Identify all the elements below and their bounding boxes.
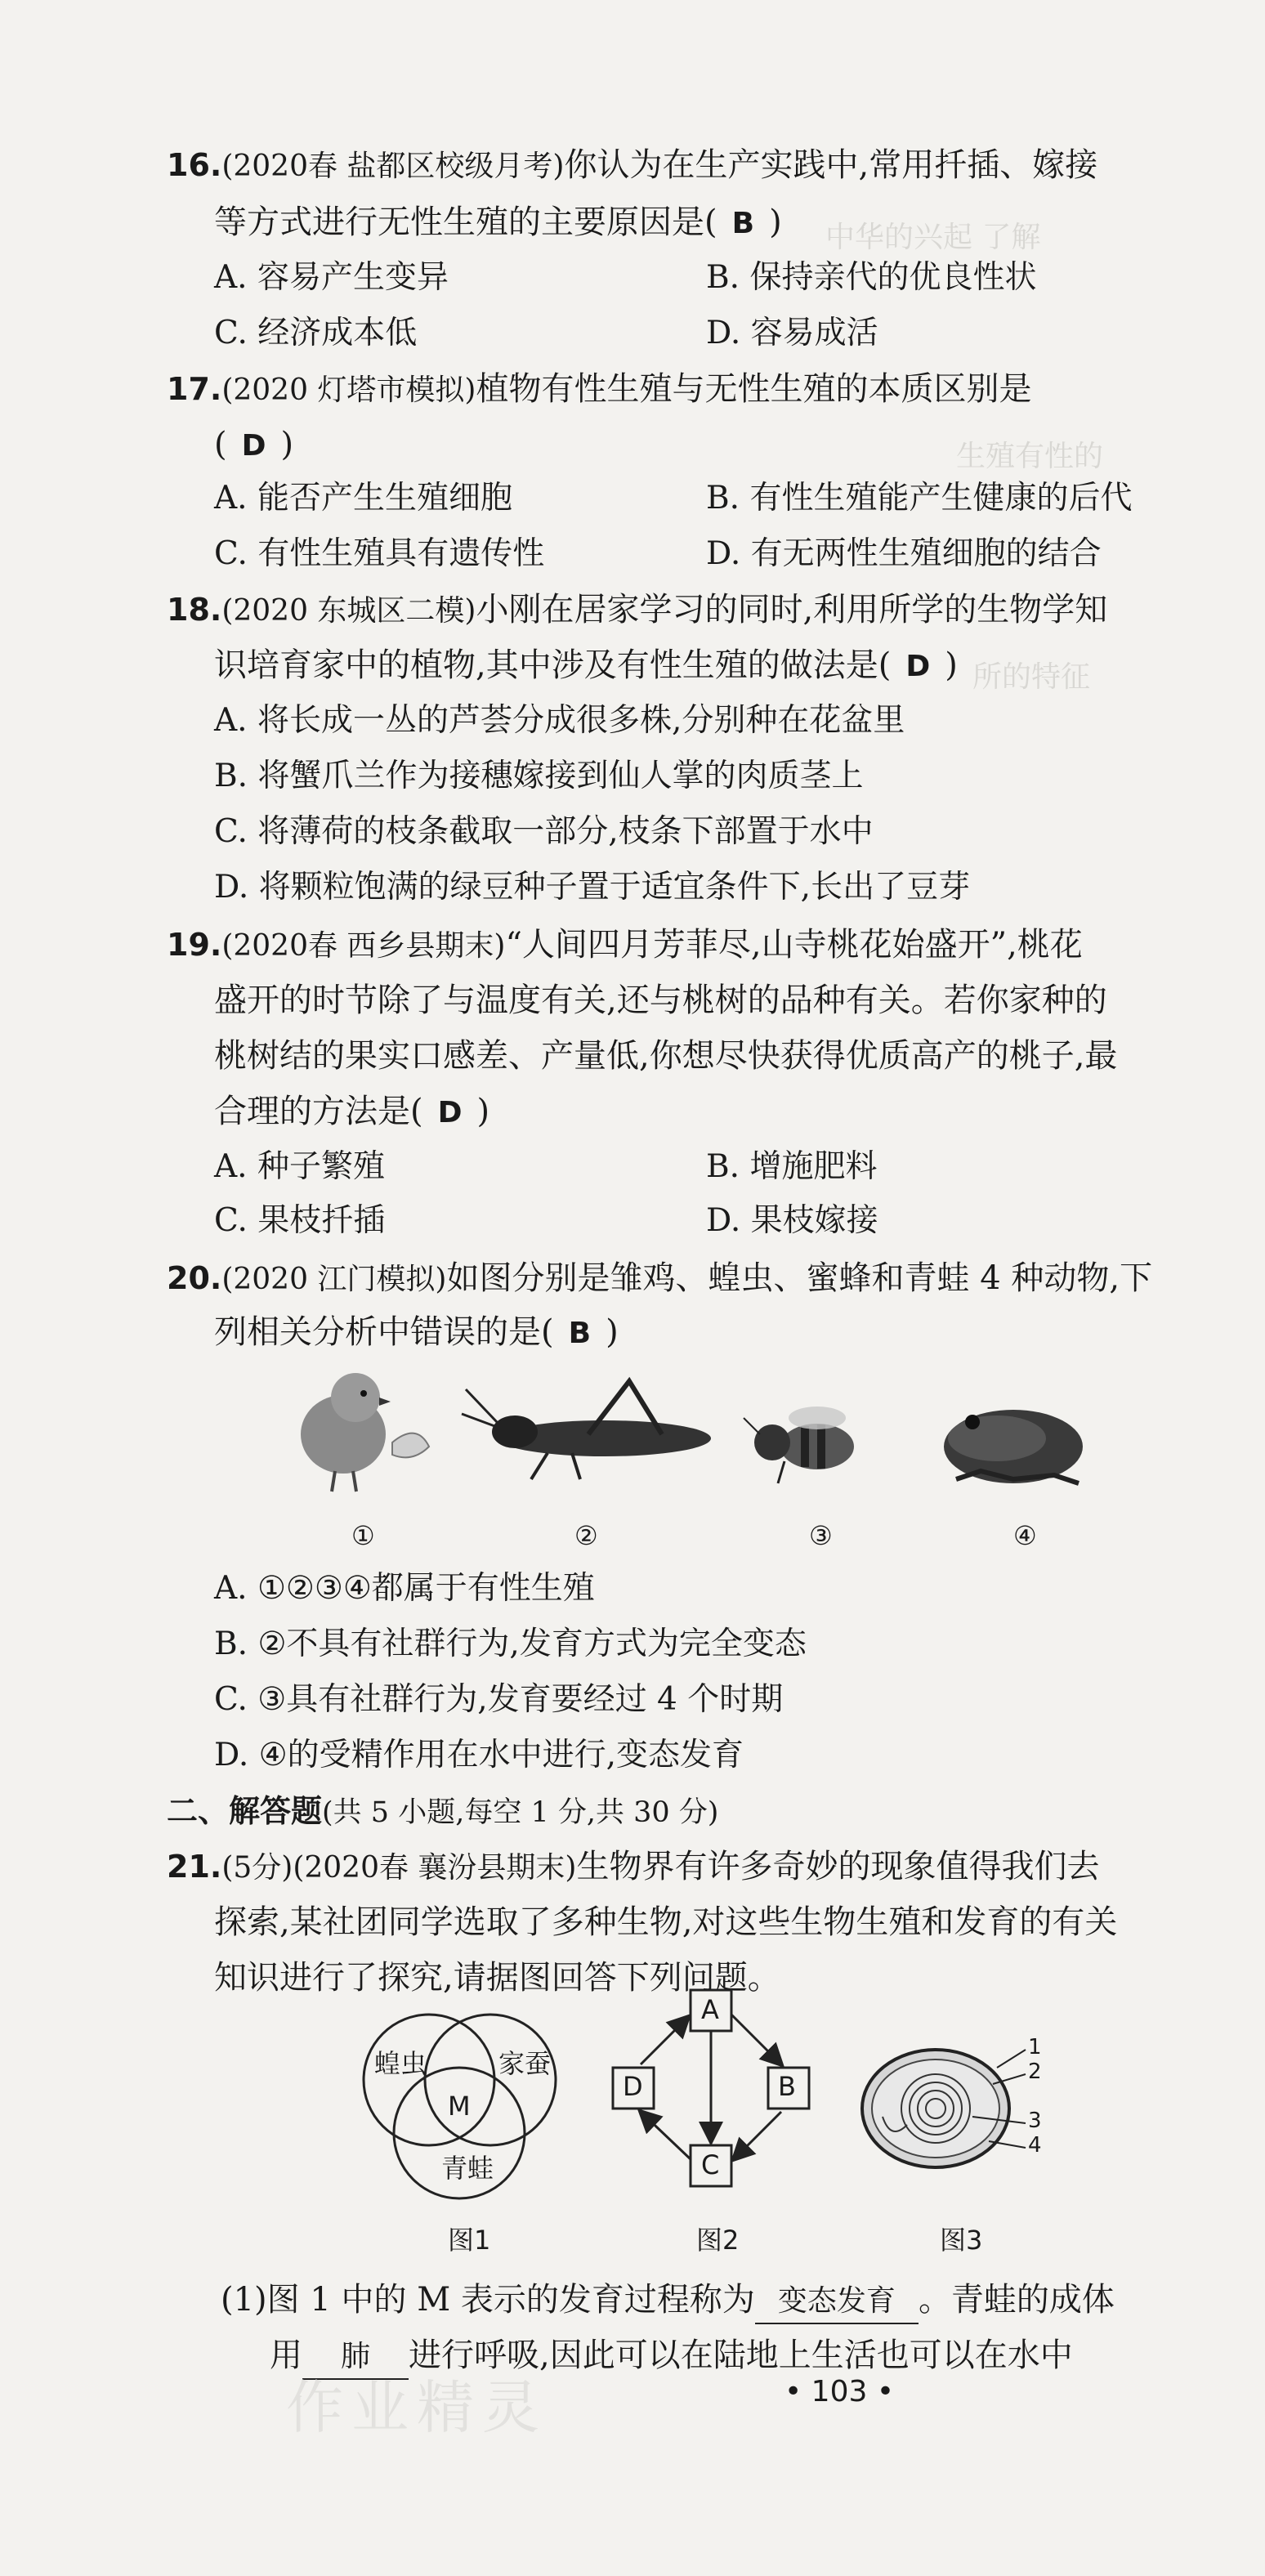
option-c: C. 果枝扦插 <box>214 1202 386 1239</box>
paren: ) <box>769 203 782 241</box>
egg-label: 2 <box>1028 2059 1042 2084</box>
question-text: 合理的方法是( <box>214 1093 423 1130</box>
option-d: D. ④的受精作用在水中进行,变态发育 <box>214 1737 744 1773</box>
question-text: “人间四月芳菲尽,山寺桃花始盛开”,桃花 <box>505 926 1083 964</box>
option-c: C. ③具有社群行为,发育要经过 4 个时期 <box>214 1681 784 1718</box>
image-label: ① <box>351 1520 375 1551</box>
question-source: (2020春 西乡县期末) <box>221 929 506 963</box>
q16-stem-line2 <box>214 201 782 245</box>
question-text: 等方式进行无性生殖的主要原因是( <box>214 203 717 241</box>
box-label: D <box>623 2071 643 2102</box>
bee-image <box>744 1407 854 1483</box>
image-label: ② <box>574 1520 598 1551</box>
paren: ) <box>606 1313 619 1351</box>
question-text: 。青蛙的成体 <box>918 2281 1115 2319</box>
q20-stem-line1 <box>167 1257 1152 1301</box>
egg-label: 4 <box>1028 2133 1042 2158</box>
watermark: 作业精灵 <box>286 2374 548 2441</box>
figure3-caption: 图3 <box>940 2225 983 2256</box>
paren: ) <box>945 646 958 684</box>
q20-animal-images <box>278 1357 1136 1520</box>
section-note: (共 5 小题,每空 1 分,共 30 分) <box>322 1796 719 1829</box>
question-text: 如图分别是雏鸡、蝗虫、蜜蜂和青蛙 4 种动物,下 <box>446 1259 1153 1297</box>
question-number: 19. <box>167 927 222 963</box>
question-text: 列相关分析中错误的是( <box>214 1313 554 1351</box>
question-number: 18. <box>167 592 222 628</box>
page-number: • 103 • <box>784 2375 895 2408</box>
question-text: 识培育家中的植物,其中涉及有性生殖的做法是( <box>214 646 892 684</box>
frog-image <box>944 1410 1083 1483</box>
question-text: 植物有性生殖与无性生殖的本质区别是 <box>476 370 1032 408</box>
figure1-caption: 图1 <box>448 2225 491 2256</box>
question-number: 17. <box>167 371 222 407</box>
bleed-through: 所的特征 <box>972 660 1091 694</box>
box-label: C <box>701 2149 720 2180</box>
answer: D <box>905 650 931 683</box>
egg-label: 3 <box>1028 2109 1042 2133</box>
answer: D <box>437 1096 463 1129</box>
option-c: C. 将薄荷的枝条截取一部分,枝条下部置于水中 <box>214 813 874 850</box>
question-number: 16. <box>167 147 222 183</box>
question-text: 进行呼吸,因此可以在陆地上生活也可以在水中 <box>409 2337 1073 2374</box>
venn-label: M <box>448 2091 471 2122</box>
question-text: 用 <box>270 2337 302 2374</box>
answer: B <box>568 1317 592 1350</box>
question-source: (2020春 盐都区校级月考) <box>221 150 565 183</box>
q18-stem-line2 <box>214 644 958 688</box>
bleed-through: 生殖有性的 <box>956 440 1104 473</box>
option-d: D. 果枝嫁接 <box>706 1202 878 1239</box>
option-c: C. 有性生殖具有遗传性 <box>214 535 545 572</box>
image-label: ④ <box>1013 1520 1037 1551</box>
question-text: 你认为在生产实践中,常用扦插、嫁接 <box>564 146 1098 184</box>
q17-stem-line1 <box>167 368 1031 412</box>
question-source: (2020 东城区二模) <box>221 594 476 628</box>
option-d: D. 容易成活 <box>706 315 878 351</box>
question-score: (5分) <box>221 1851 293 1885</box>
egg-label: 1 <box>1028 2035 1042 2059</box>
option-b: B. 有性生殖能产生健康的后代 <box>706 480 1133 517</box>
figure2-caption: 图2 <box>696 2225 740 2256</box>
q19-stem-line1 <box>167 924 1083 968</box>
question-source: (2020春 襄汾县期末) <box>293 1851 577 1885</box>
venn-label: 青蛙 <box>441 2153 494 2184</box>
question-number: 21. <box>167 1849 222 1885</box>
option-a: A. 能否产生生殖细胞 <box>214 480 512 517</box>
option-b: B. 将蟹爪兰作为接穗嫁接到仙人掌的肉质茎上 <box>214 758 864 794</box>
q19-stem-line2: 盛开的时节除了与温度有关,还与桃树的品种有关。若你家种的 <box>214 982 1107 1019</box>
q18-stem-line1 <box>167 588 1107 633</box>
section-heading <box>167 1790 718 1834</box>
venn-label: 蝗虫 <box>374 2048 427 2079</box>
option-a: A. 将长成一丛的芦荟分成很多株,分别种在花盆里 <box>214 702 905 739</box>
question-number: 20. <box>167 1260 222 1296</box>
venn-label: 家蚕 <box>498 2048 552 2079</box>
question-text: (1)图 1 中的 M 表示的发育过程称为 <box>221 2281 755 2319</box>
locust-image <box>462 1381 711 1479</box>
question-source: (2020 江门模拟) <box>221 1263 447 1296</box>
answer: B <box>731 207 755 240</box>
option-b: B. ②不具有社群行为,发育方式为完全变态 <box>214 1626 807 1662</box>
chick-image <box>301 1373 429 1491</box>
answer-blank: 肺 <box>302 2336 409 2380</box>
q19-stem-line4 <box>214 1090 489 1134</box>
option-b: B. 保持亲代的优良性状 <box>706 259 1037 296</box>
option-b: B. 增施肥料 <box>706 1148 878 1185</box>
option-d: D. 有无两性生殖细胞的结合 <box>706 535 1102 572</box>
box-label: B <box>778 2071 796 2102</box>
option-d: D. 将颗粒饱满的绿豆种子置于适宜条件下,长出了豆芽 <box>214 869 971 906</box>
q21-sub1-line1 <box>221 2279 1115 2324</box>
paren: ) <box>476 1093 490 1130</box>
figure3-egg-diagram <box>850 2027 1046 2190</box>
image-label: ③ <box>809 1520 833 1551</box>
question-text: 小刚在居家学习的同时,利用所学的生物学知 <box>476 591 1108 628</box>
option-c: C. 经济成本低 <box>214 315 418 351</box>
q21-stem-line1 <box>167 1845 1099 1890</box>
option-a: A. ①②③④都属于有性生殖 <box>214 1570 595 1607</box>
q19-stem-line3: 桃树结的果实口感差、产量低,你想尽快获得优质高产的桃子,最 <box>214 1037 1118 1075</box>
option-a: A. 种子繁殖 <box>214 1148 385 1185</box>
q21-stem-line2: 探索,某社团同学选取了多种生物,对这些生物生殖和发育的有关 <box>214 1903 1118 1941</box>
q21-stem-line3: 知识进行了探究,请据图回答下列问题。 <box>214 1959 780 1997</box>
box-label: A <box>701 1994 719 2025</box>
question-source: (2020 灯塔市模拟) <box>221 373 476 407</box>
q16-stem-line1 <box>167 144 1097 188</box>
answer: D <box>241 429 266 463</box>
option-a: A. 容易产生变异 <box>214 259 449 296</box>
paren: ( <box>214 426 227 463</box>
answer-blank: 变态发育 <box>755 2280 919 2324</box>
question-text: 生物界有许多奇妙的现象值得我们去 <box>576 1848 1100 1885</box>
bleed-through: 中华的兴起 了解 <box>825 221 1041 254</box>
section-title: 二、解答题 <box>167 1793 323 1829</box>
q17-stem-line2 <box>214 423 293 467</box>
q20-stem-line2 <box>214 1311 619 1355</box>
paren: ) <box>280 426 294 463</box>
